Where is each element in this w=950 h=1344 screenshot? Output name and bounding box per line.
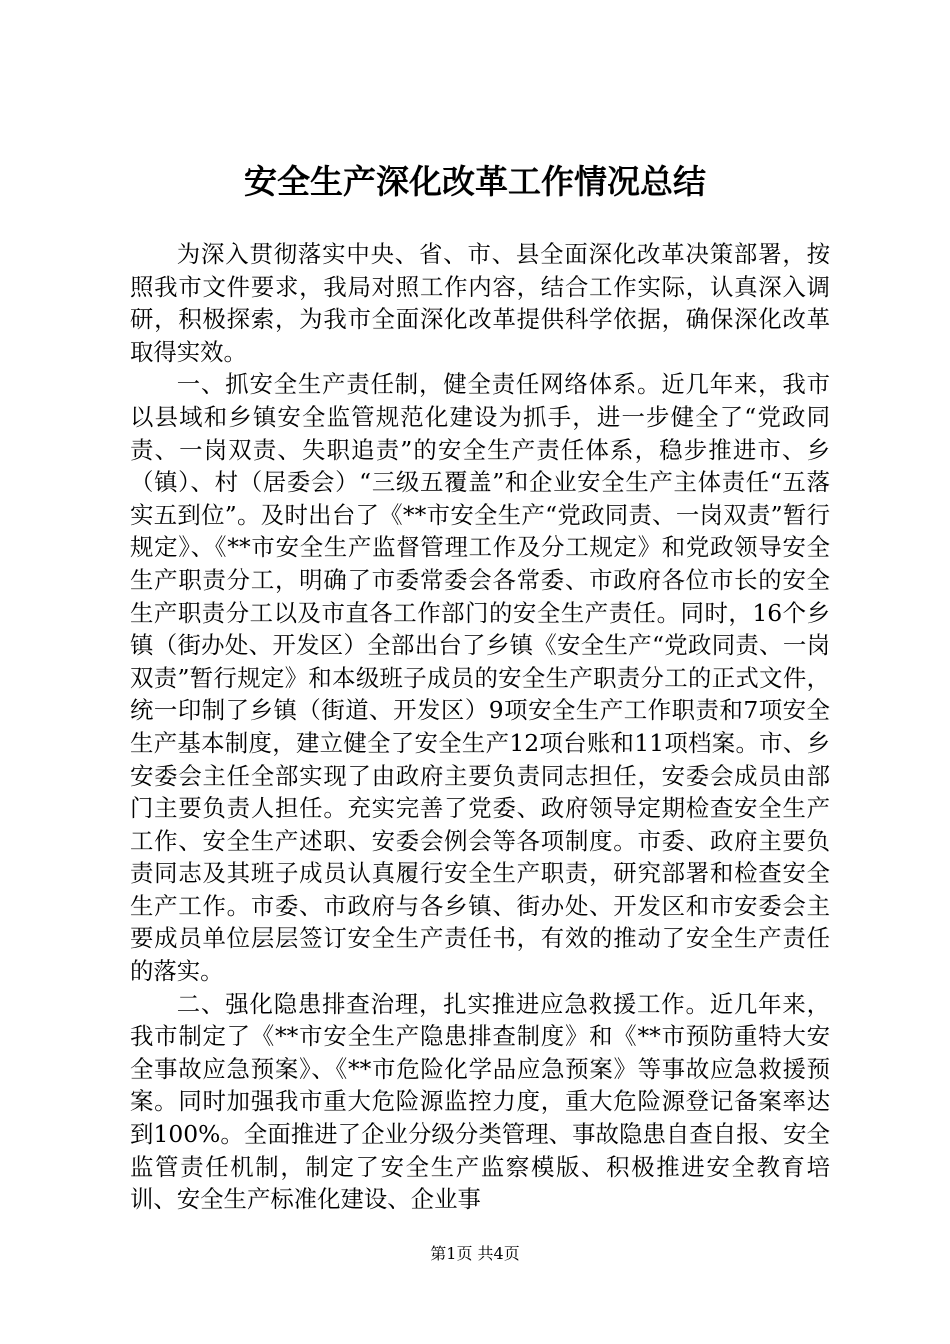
paragraph-section-two: 二、强化隐患排查治理，扎实推进应急救援工作。近几年来，我市制定了《**市安全生产隐患排查制度》和《**市预防重特大安全事故应急预案》、《**市危险化学品应急预案》等事故应急救援预案。同时加强我市重大危险源监控力度，重大危险源登记备案率达到100%。全面推进了企业分级分类管理、事故隐患自查自报、安全监管责任机制，制定了安全生产监察模版、积极推进安全教育培训、安全生产标准化建设、企业事 bbox=[130, 989, 830, 1214]
paragraph-intro: 为深入贯彻落实中央、省、市、县全面深化改革决策部署，按照我市文件要求，我局对照工作内容，结合工作实际，认真深入调研，积极探索，为我市全面深化改革提供科学依据，确保深化改革取得实效。 bbox=[130, 240, 830, 366]
paragraph-section-one: 一、抓安全生产责任制，健全责任网络体系。近几年来，我市以县域和乡镇安全监管规范化建设为抓手，进一步健全了“党政同责、一岗双责、失职追责”的安全生产责任体系，稳步推进市、乡（镇）、村（居委会）“三级五覆盖”和企业安全生产主体责任“五落实五到位”。及时出台了《**市安全生产“党政同责、一岗双责”暂行规定》、《**市安全生产监督管理工作及分工规定》和党政领导安全生产职责分工，明确了市委常委会各常委、市政府各位市长的安全生产职责分工以及市直各工作部门的安全生产责任。同时，16个乡镇（街办处、开发区）全部出台了乡镇《安全生产“党政同责、一岗双责”暂行规定》和本级班子成员的安全生产职责分工的正式文件，统一印制了乡镇（街道、开发区）9项安全生产工作职责和7项安全生产基本制度，建立健全了安全生产12项台账和11项档案。市、乡安委会主任全部实现了由政府主要负责同志担任，安委会成员由部门主要负责人担任。充实完善了党委、政府领导定期检查安全生产工作、安全生产述职、安委会例会等各项制度。市委、政府主要负责同志及其班子成员认真履行安全生产职责，研究部署和检查安全生产工作。市委、市政府与各乡镇、街办处、开发区和市安委会主要成员单位层层签订安全生产责任书，有效的推动了安全生产责任的落实。 bbox=[130, 370, 830, 986]
page-number-footer: 第1页 共4页 bbox=[430, 1244, 520, 1263]
document-body bbox=[130, 238, 830, 1216]
document-title: 安全生产深化改革工作情况总结 bbox=[244, 162, 706, 201]
